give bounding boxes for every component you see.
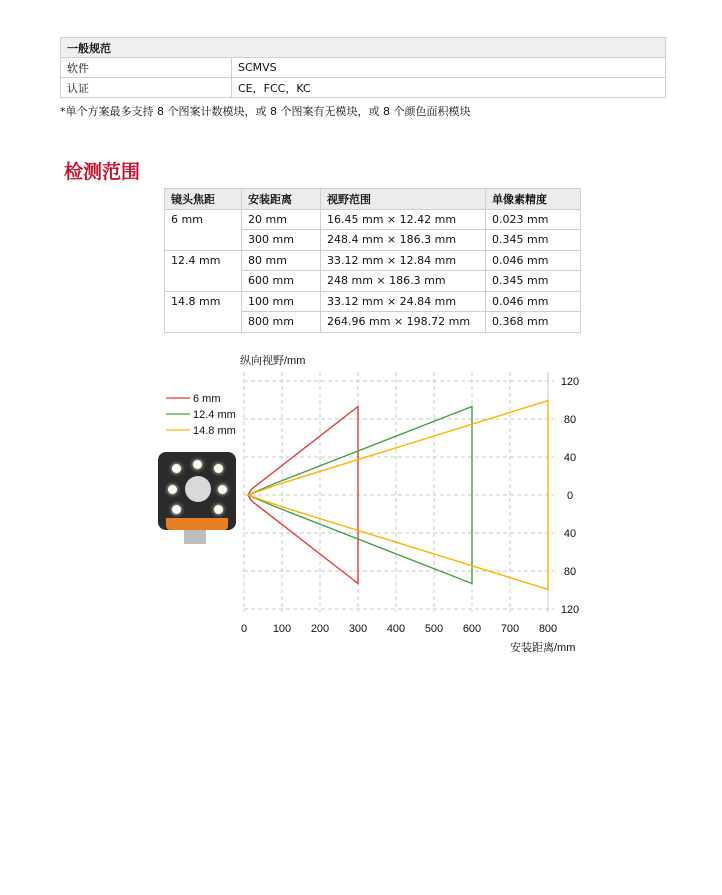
focal-length-cell: 12.4 mm (165, 250, 242, 291)
fov-cell: 33.12 mm × 12.84 mm (321, 250, 486, 271)
spec-value: CE，FCC，KC (232, 78, 666, 98)
x-axis-label: 安装距离/mm (510, 642, 576, 654)
y-tick-label: 120 (560, 376, 580, 388)
column-header: 镜头焦距 (165, 189, 242, 210)
precision-cell: 0.046 mm (486, 291, 581, 312)
section-title: 检测范围 (64, 161, 141, 183)
precision-cell: 0.345 mm (486, 271, 581, 292)
y-axis-label: 纵向视野/mm (240, 355, 306, 367)
spec-label: 软件 (61, 58, 232, 78)
x-tick-label: 700 (500, 623, 520, 635)
distance-cell: 80 mm (242, 250, 321, 271)
distance-cell: 600 mm (242, 271, 321, 292)
chart-tick-labels (241, 376, 579, 635)
legend-label: 12.4 mm (193, 409, 236, 421)
focal-length-cell: 14.8 mm (165, 291, 242, 332)
distance-cell: 300 mm (242, 230, 321, 251)
x-tick-label: 200 (310, 623, 330, 635)
y-tick-label: 80 (563, 414, 577, 426)
spec-table-header: 一般规范 (61, 38, 666, 58)
y-tick-label: 40 (563, 528, 577, 540)
distance-cell: 800 mm (242, 312, 321, 333)
spec-label: 认证 (61, 78, 232, 98)
y-tick-label: 0 (566, 490, 574, 502)
column-header: 安装距离 (242, 189, 321, 210)
x-tick-label: 600 (462, 623, 482, 635)
focal-length-cell: 6 mm (165, 209, 242, 250)
fov-cell: 16.45 mm × 12.42 mm (321, 209, 486, 230)
column-header: 单像素精度 (486, 189, 581, 210)
fov-cell: 264.96 mm × 198.72 mm (321, 312, 486, 333)
column-header: 视野范围 (321, 189, 486, 210)
spec-value: SCMVS (232, 58, 666, 78)
legend-label: 6 mm (193, 393, 221, 405)
x-tick-label: 100 (272, 623, 292, 635)
chart-grid (244, 372, 554, 612)
x-tick-label: 0 (240, 623, 248, 635)
precision-cell: 0.023 mm (486, 209, 581, 230)
precision-cell: 0.046 mm (486, 250, 581, 271)
fov-cell: 248 mm × 186.3 mm (321, 271, 486, 292)
y-tick-label: 80 (563, 566, 577, 578)
x-tick-label: 800 (538, 623, 558, 635)
fov-cell: 248.4 mm × 186.3 mm (321, 230, 486, 251)
precision-cell: 0.368 mm (486, 312, 581, 333)
precision-cell: 0.345 mm (486, 230, 581, 251)
y-tick-label: 40 (563, 452, 577, 464)
legend-label: 14.8 mm (193, 425, 236, 437)
footnote: *单个方案最多支持 8 个图案计数模块，或 8 个图案有无模块，或 8 个颜色面积模块 (60, 105, 471, 118)
chart-legend (166, 393, 236, 437)
x-tick-label: 300 (348, 623, 368, 635)
fov-cell: 33.12 mm × 24.84 mm (321, 291, 486, 312)
distance-cell: 20 mm (242, 209, 321, 230)
y-tick-label: 120 (560, 604, 580, 616)
distance-cell: 100 mm (242, 291, 321, 312)
x-tick-label: 400 (386, 623, 406, 635)
x-tick-label: 500 (424, 623, 444, 635)
